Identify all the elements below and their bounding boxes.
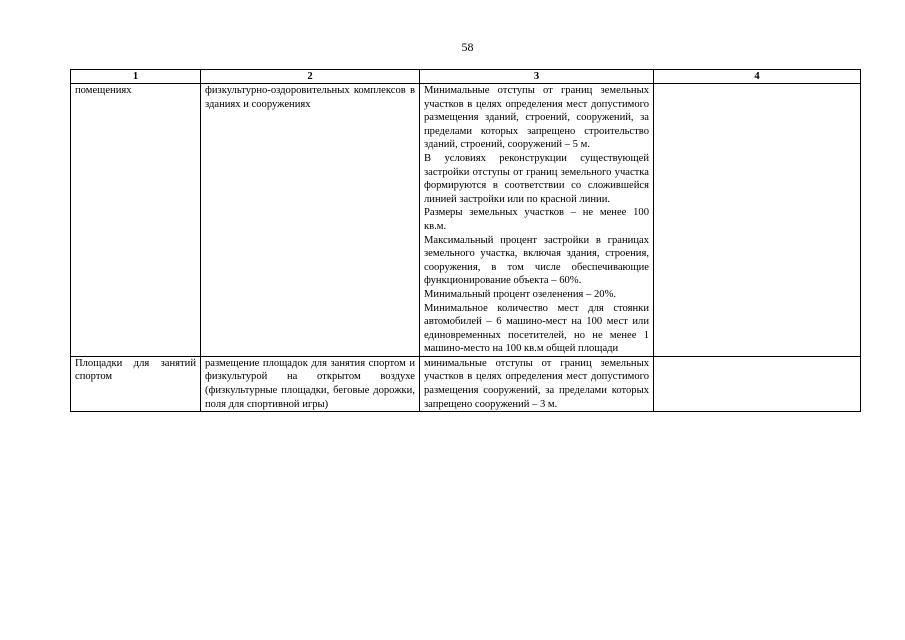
cell-notes (654, 84, 861, 357)
cell-parameters (420, 356, 654, 411)
table-row (71, 356, 861, 411)
header-col-4: 4 (654, 70, 861, 84)
parameter-paragraph: минимальные отступы от границ земельных участков в целях определения мест допустимого размещения сооружений, за пределами которых запрещено сооружений – 3 м. (424, 357, 649, 410)
cell-parameters (420, 84, 654, 357)
table-header-row (71, 70, 861, 84)
cell-use-description: размещение площадок для занятия спортом и физкультурой на открытом воздухе (физкультурные площадки, беговые дорожки, поля для спортивной игры) (201, 356, 420, 411)
parameter-paragraph: Минимальные отступы от границ земельных участков в целях определения мест допустимого размещения зданий, строений, сооружений, за пределами которых запрещено строительство зданий, строений, сооружений – 5 м. (424, 85, 649, 151)
header-col-1: 1 (71, 70, 201, 84)
page-number: 58 (461, 40, 474, 54)
parameter-paragraph: В условиях реконструкции существующей застройки отступы от границ земельного участка формируются в соответствии со сложившейся линией застройки или по красной линии. (424, 152, 649, 205)
regulations-table (70, 69, 861, 412)
header-col-2: 2 (201, 70, 420, 84)
table-row (71, 84, 861, 357)
cell-use-name: помещениях (71, 84, 201, 357)
cell-notes (654, 356, 861, 411)
cell-use-name: Площадки для занятий спортом (71, 356, 201, 411)
parameter-paragraph: Минимальный процент озеленения – 20%. (424, 288, 617, 300)
parameter-paragraph: Максимальный процент застройки в границах земельного участка, включая здания, строения, сооружения, в том числе обеспечивающие функционирование объекта – 60%. (424, 234, 649, 287)
parameter-paragraph: Минимальное количество мест для стоянки автомобилей – 6 машино-мест на 100 мест или единовременных посетителей, но не менее 1 машино-место на 100 кв.м общей площади (424, 302, 649, 355)
cell-use-description: физкультурно-оздоровительных комплексов в зданиях и сооружениях (201, 84, 420, 357)
header-col-3: 3 (420, 70, 654, 84)
parameter-paragraph: Размеры земельных участков – не менее 100 кв.м. (424, 207, 649, 232)
